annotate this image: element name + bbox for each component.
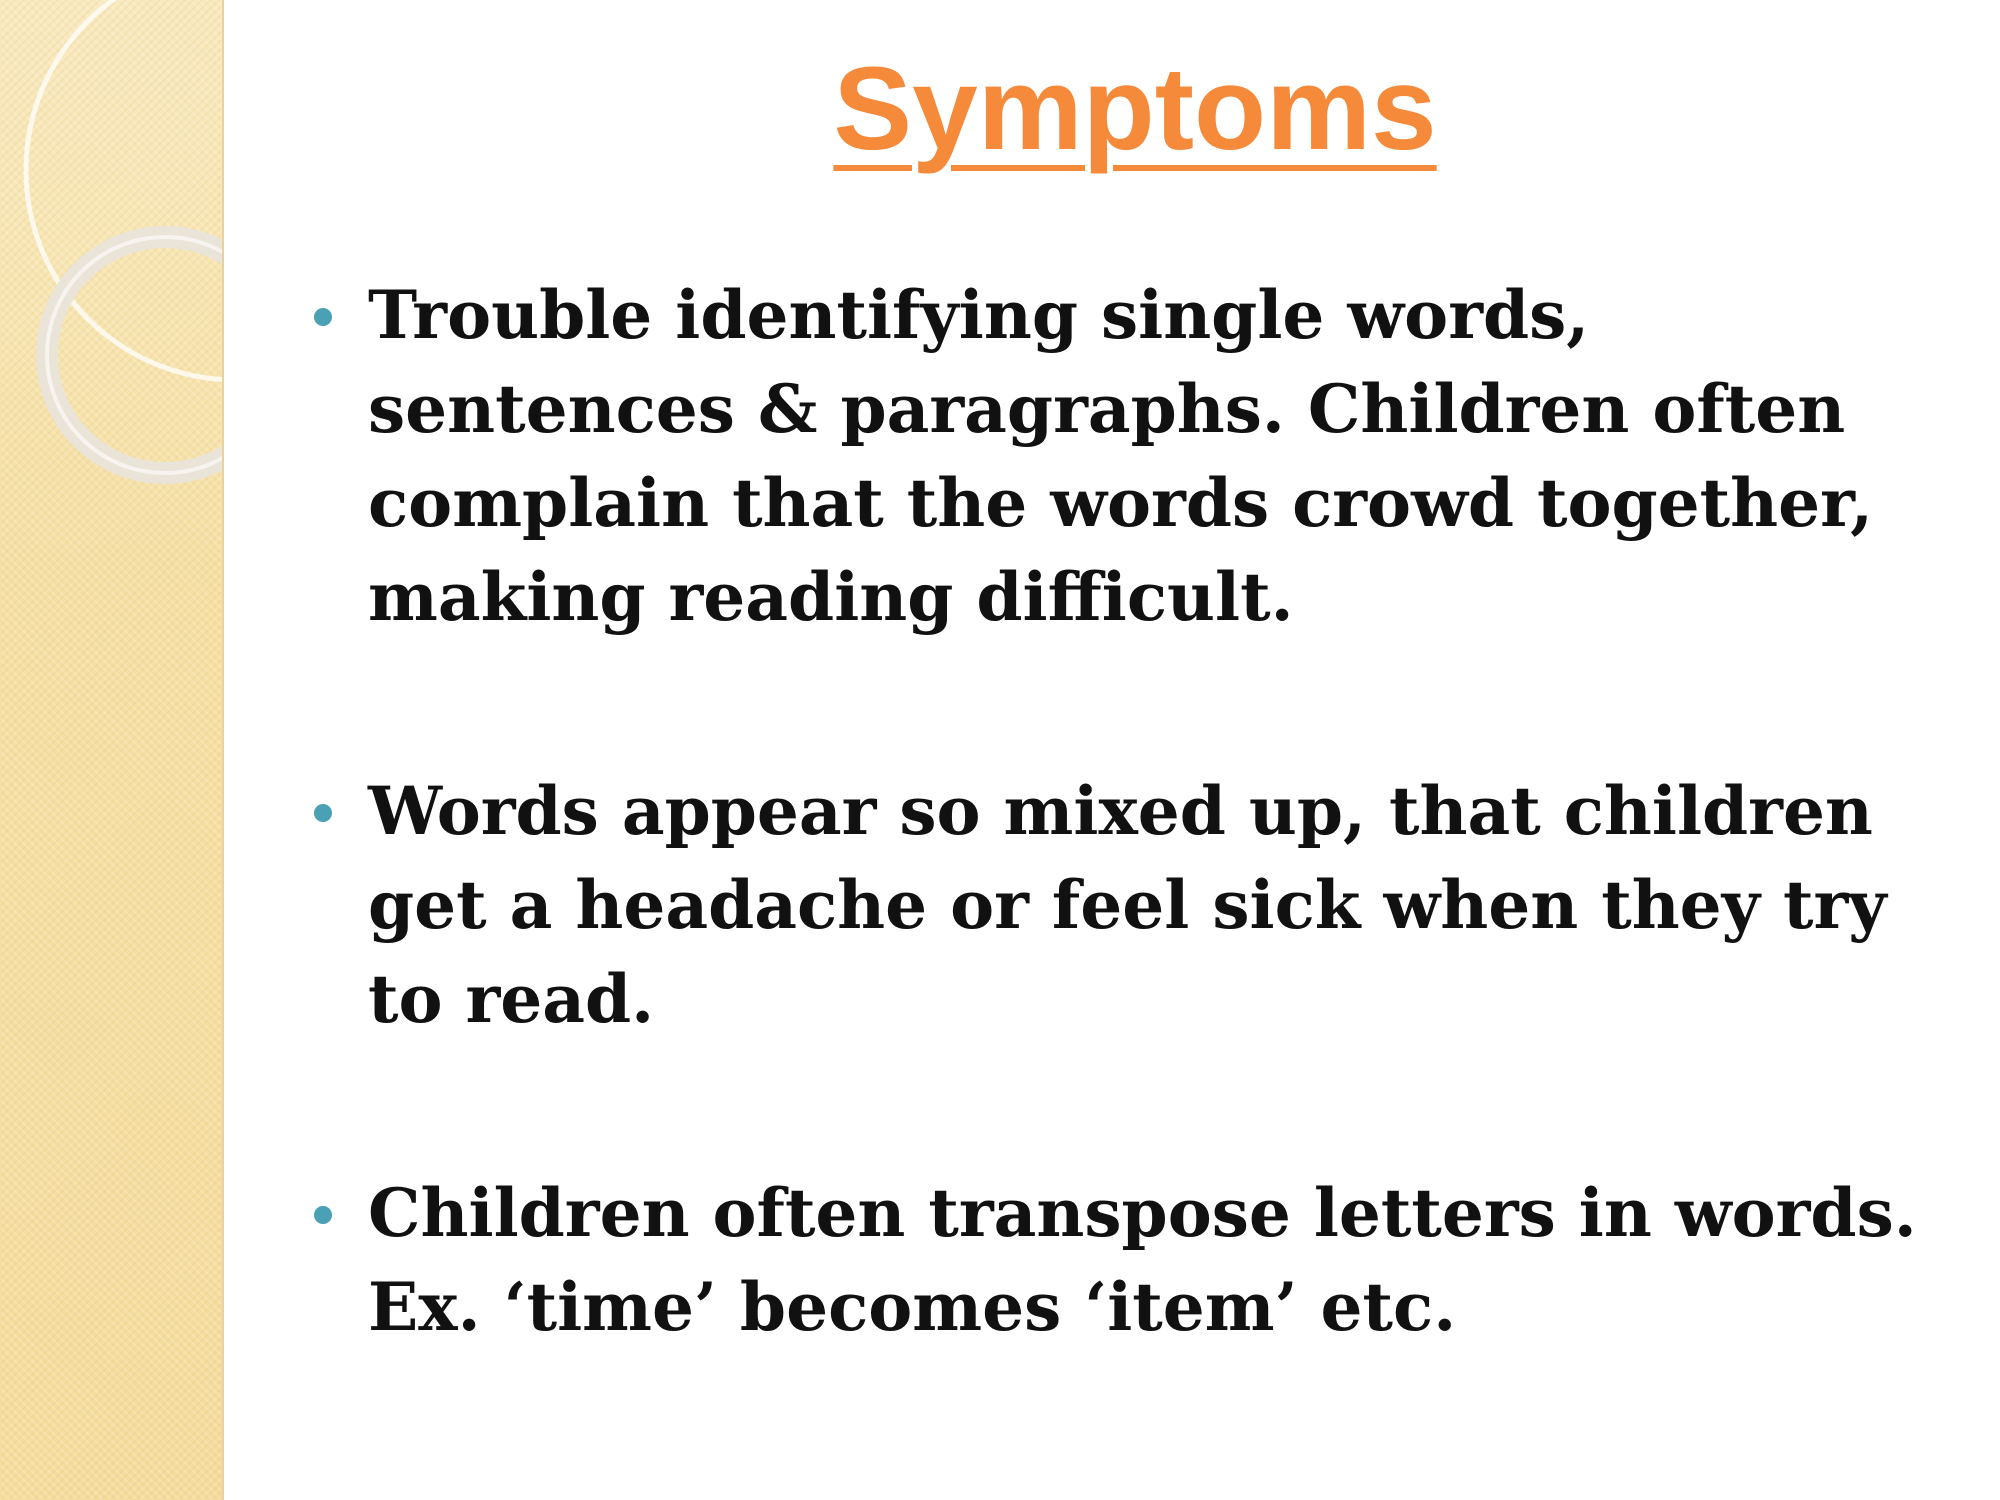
decorative-circles bbox=[0, 0, 222, 1500]
bullet-text: Children often transpose letters in words. Ex. ‘time’ becomes ‘item’ etc. bbox=[368, 1174, 1917, 1346]
bullet-text: Words appear so mixed up, that children get a headache or feel sick when they try to read. bbox=[368, 772, 1887, 1038]
bullet-item bbox=[300, 268, 1960, 644]
bullet-dot-icon bbox=[314, 1206, 332, 1224]
slide-title-text: Symptoms bbox=[833, 43, 1437, 175]
bullet-dot-icon bbox=[314, 308, 332, 326]
decorative-side-panel bbox=[0, 0, 224, 1500]
slide-title bbox=[560, 43, 1710, 175]
bullet-item bbox=[300, 764, 1960, 1046]
bullet-dot-icon bbox=[314, 804, 332, 822]
bullet-list bbox=[300, 268, 1960, 1354]
bullet-item bbox=[300, 1166, 1960, 1354]
bullet-text: Trouble identifying single words, sentences & paragraphs. Children often complain that the words crowd together, making reading difficult. bbox=[368, 276, 1874, 636]
